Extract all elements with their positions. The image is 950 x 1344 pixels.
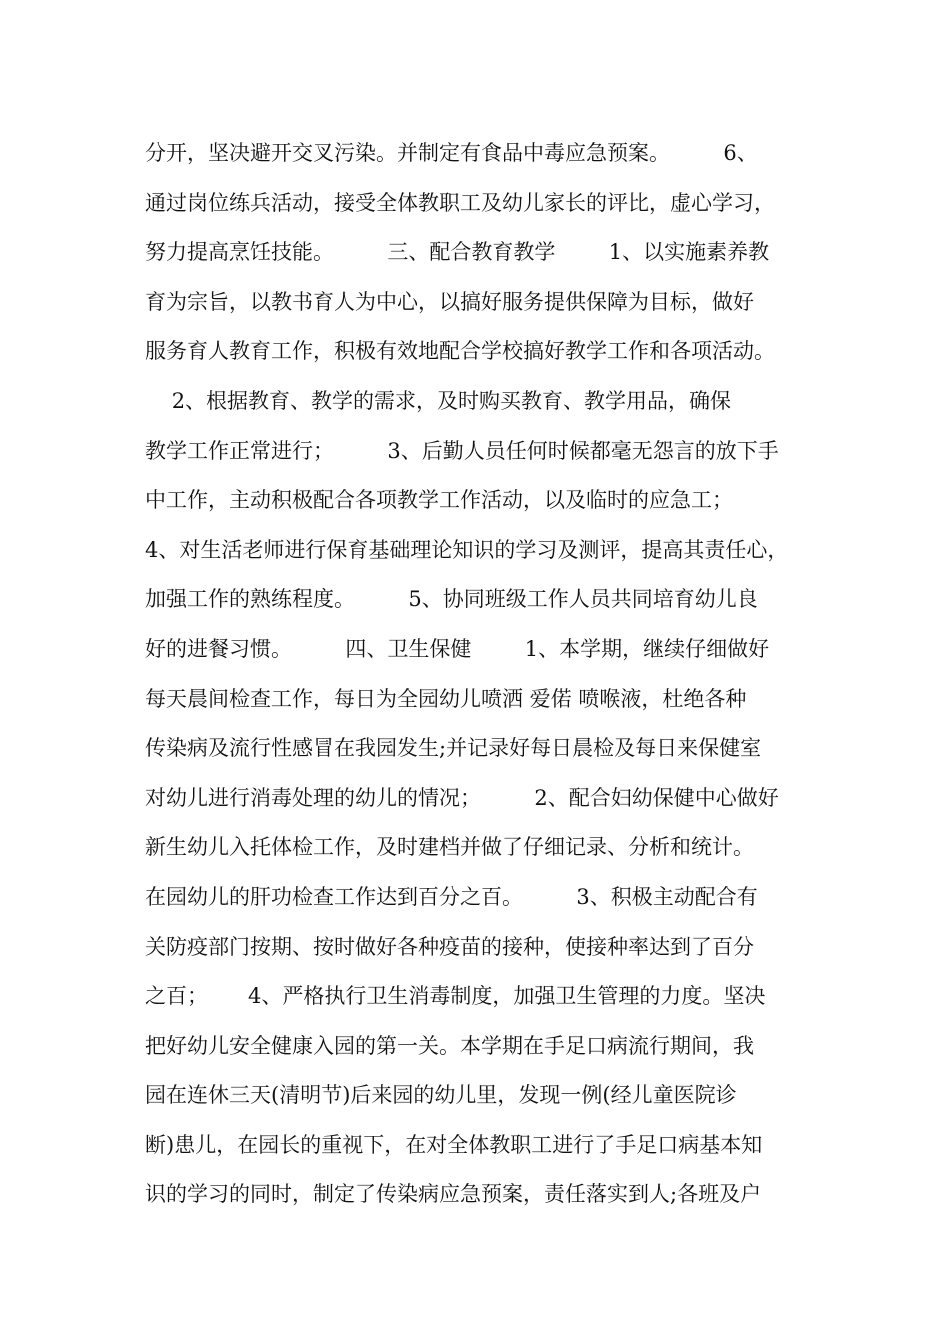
text-line: 识的学习的同时，制定了传染病应急预案，责任落实到人;各班及户 [145,1182,762,1207]
text-line: 断)患儿，在园长的重视下，在对全体教职工进行了手足口病基本知 [145,1132,763,1157]
text-line: 4、对生活老师进行保育基础理论知识的学习及测评，提高其责任心， [145,537,789,562]
text-line: 服务育人教育工作，积极有效地配合学校搞好教学工作和各项活动。 [145,339,775,364]
text-line: 2、根据教育、教学的需求，及时购买教育、教学用品，确保 [145,388,732,413]
text-line: 园在连休三天(清明节)后来园的幼儿里，发现一例(经儿童医院诊 [145,1083,737,1108]
text-line: 通过岗位练兵活动，接受全体教职工及幼儿家长的评比，虚心学习， [145,190,775,215]
text-line: 对幼儿进行消毒处理的幼儿的情况； 2、配合妇幼保健中心做好 [145,785,779,810]
text-line: 每天晨间检查工作，每日为全园幼儿喷洒 爱偌 喷喉液，杜绝各种 [145,686,747,711]
text-line: 新生幼儿入托体检工作，及时建档并做了仔细记录、分析和统计。 [145,835,754,860]
text-line: 把好幼儿安全健康入园的第一关。本学期在手足口病流行期间，我 [145,1033,754,1058]
text-line: 育为宗旨，以教书育人为中心，以搞好服务提供保障为目标，做好 [145,289,754,314]
text-line: 加强工作的熟练程度。 5、协同班级工作人员共同培育幼儿良 [145,587,758,612]
text-line: 中工作，主动积极配合各项教学工作活动，以及临时的应急工； [145,488,733,513]
text-line: 努力提高烹饪技能。 三、配合教育教学 1、以实施素养教 [145,240,770,265]
text-line: 在园幼儿的肝功检查工作达到百分之百。 3、积极主动配合有 [145,884,758,909]
text-line: 好的进餐习惯。 四、卫生保健 1、本学期，继续仔细做好 [145,636,770,661]
text-line: 传染病及流行性感冒在我园发生;并记录好每日晨检及每日来保健室 [145,736,762,761]
text-line: 教学工作正常进行； 3、后勤人员任何时候都毫无怨言的放下手 [145,438,779,463]
text-line: 分开，坚决避开交叉污染。并制定有食品中毒应急预案。 6、 [145,141,758,165]
text-line: 关防疫部门按期、按时做好各种疫苗的接种，使接种率达到了百分 [145,934,754,959]
text-line: 之百； 4、严格执行卫生消毒制度，加强卫生管理的力度。坚决 [145,984,766,1009]
body-text [145,133,845,1224]
